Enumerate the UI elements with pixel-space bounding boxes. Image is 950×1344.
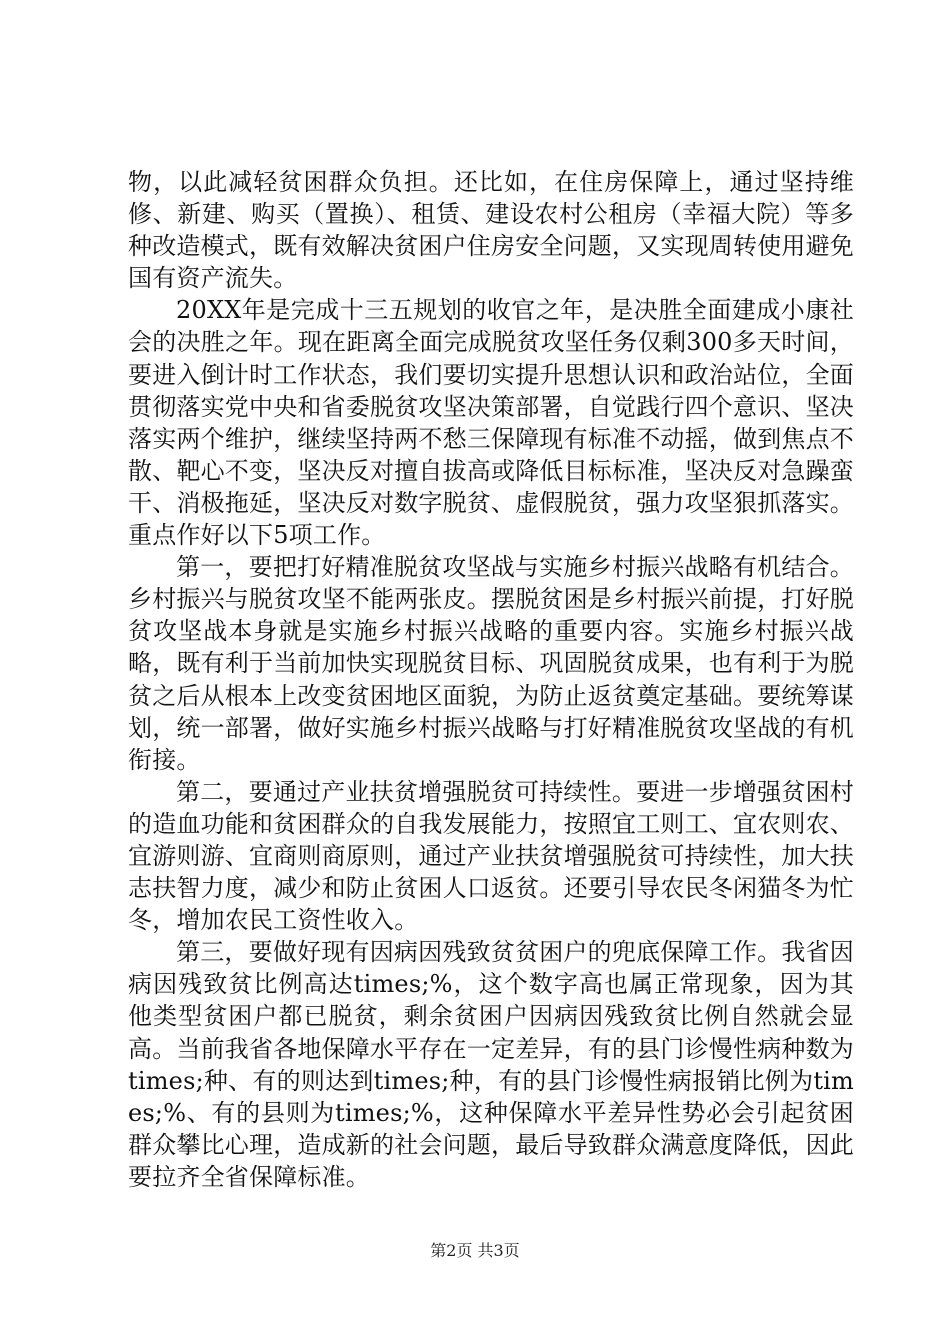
paragraph-1: 物，以此减轻贫困群众负担。还比如，在住房保障上，通过坚持维修、新建、购买（置换）、租赁、建设农村公租房（幸福大院）等多种改造模式，既有效解决贫困户住房安全问题，又实现周转使用避免国有资产流失。 bbox=[128, 168, 854, 293]
page-footer: 第2页 共3页 bbox=[430, 1241, 520, 1260]
paragraph-2: 20XX年是完成十三五规划的收官之年，是决胜全面建成小康社会的决胜之年。现在距离全面完成脱贫攻坚任务仅剩300多天时间，要进入倒计时工作状态，我们要切实提升思想认识和政治站位，全面贯彻落实党中央和省委脱贫攻坚决策部署，自觉践行四个意识、坚决落实两个维护，继续坚持两不愁三保障现有标准不动摇，做到焦点不散、靶心不变，坚决反对擅自拔高或降低目标标准，坚决反对急躁蛮干、消极拖延，坚决反对数字脱贫、虚假脱贫，强力攻坚狠抓落实。重点作好以下5项工作。 bbox=[128, 296, 854, 550]
paragraph-5: 第三，要做好现有因病因残致贫贫困户的兜底保障工作。我省因病因残致贫比例高达times;%，这个数字高也属正常现象，因为其他类型贫困户都已脱贫，剩余贫困户因病因残致贫比例自然就会显高。当前我省各地保障水平存在一定差异，有的县门诊慢性病种数为times;种、有的则达到times;种，有的县门诊慢性病报销比例为times;%、有的县则为times;%，这种保障水平差异性势必会引起贫困群众攀比心理，造成新的社会问题，最后导致群众满意度降低，因此要拉齐全省保障标准。 bbox=[128, 938, 854, 1191]
paragraph-4: 第二，要通过产业扶贫增强脱贫可持续性。要进一步增强贫困村的造血功能和贫困群众的自我发展能力，按照宜工则工、宜农则农、宜游则游、宜商则商原则，通过产业扶贫增强脱贫可持续性，加大扶志扶智力度，减少和防止贫困人口返贫。还要引导农民冬闲猫冬为忙冬，增加农民工资性收入。 bbox=[128, 777, 854, 935]
paragraph-3: 第一，要把打好精准脱贫攻坚战与实施乡村振兴战略有机结合。乡村振兴与脱贫攻坚不能两张皮。摆脱贫困是乡村振兴前提，打好脱贫攻坚战本身就是实施乡村振兴战略的重要内容。实施乡村振兴战略，既有利于当前加快实现脱贫目标、巩固脱贫成果，也有利于为脱贫之后从根本上改变贫困地区面貌，为防止返贫奠定基础。要统筹谋划，统一部署，做好实施乡村振兴战略与打好精准脱贫攻坚战的有机衔接。 bbox=[128, 553, 854, 774]
document-body bbox=[128, 166, 854, 1193]
